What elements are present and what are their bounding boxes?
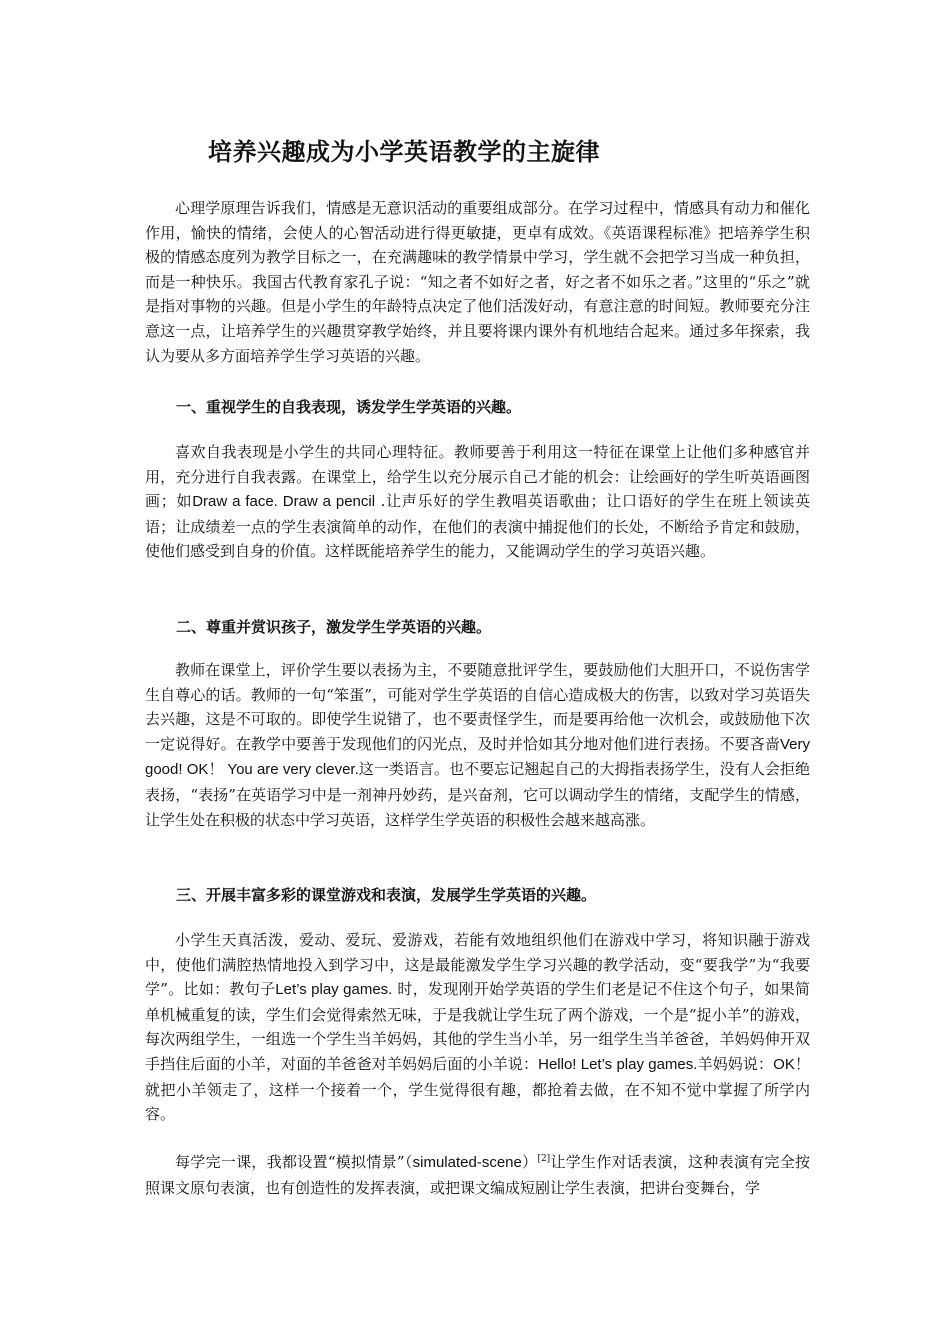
section3-english-example-2: Hello! Let’s play games. [538,1055,698,1073]
section3-text-b: 时，发现刚开始学英语的学生们老是记不住这个句子，如果简单机械重复的读，学生们会觉得索然无味，于是我就让学生玩了两个游戏，一个是“捉小羊”的游戏，每次两组学生，一组选一个学生当羊妈妈，其他的学生当小羊，另一组学生当羊爸爸，羊妈妈伸开双手挡住后面的小羊，对面的羊爸爸对羊妈妈后面的小羊说： [145,980,810,1073]
section1-paragraph [145,440,810,564]
closing-text-a: 每学完一课，我都设置“模拟情景”（ [175,1153,413,1171]
closing-english-term: simulated-scene [412,1154,522,1171]
closing-text-b: ） [521,1153,538,1171]
intro-text: 心理学原理告诉我们，情感是无意识活动的重要组成部分。在学习过程中，情感具有动力和催化作用，愉快的情绪，会使人的心智活动进行得更敏捷，更卓有成效。《英语课程标准》把培养学生积极的情感态度列为教学目标之一，在充满趣味的教学情景中学习，学生就不会把学习当成一种负担，而是一种快乐。我国古代教育家孔子说：“知之者不如好之者，好之者不如乐之者。”这里的“乐之”就是指对事物的兴趣。但是小学生的年龄特点决定了他们活泼好动，有意注意的时间短。教师要充分注意这一点，让培养学生的兴趣贯穿教学始终，并且要将课内课外有机地结合起来。通过多年探索，我认为要从多方面培养学生学习英语的兴趣。 [145,199,810,365]
section2-heading: 二、尊重并赏识孩子，激发学生学英语的兴趣。 [176,618,492,636]
citation-marker: [2] [537,1154,551,1164]
section1-heading: 一、重视学生的自我表现，诱发学生学英语的兴趣。 [176,398,522,416]
section3-text-d: ！就把小羊领走了，这样一个接着一个，学生觉得很有趣，都抢着去做，在不知不觉中掌握了所学内容。 [145,1054,810,1124]
section2-text-a: 教师在课堂上，评价学生要以表扬为主，不要随意批评学生，要鼓励他们大胆开口，不说伤害学生自尊心的话。教师的一句“笨蛋”，可能对学生学英语的自信心造成极大的伤害，以致对学习英语失去兴趣，这是不可取的。即使学生说错了，也不要责怪学生，而是要再给他一次机会，或鼓励他下次一定说得好。在教学中要善于发现他们的闪光点，及时并恰如其分地对他们进行表扬。不要吝啬 [145,661,810,753]
section1-english-example: Draw a face. Draw a pencil [192,493,376,511]
section2-text-b: 这一类语言。也不要忘记翘起自己的大拇指表扬学生，没有人会拒绝表扬，“表扬”在英语学习中是一剂神丹妙药，是兴奋剂，它可以调动学生的情绪，支配学生的情感，让学生处在积极的状态中学习英语，这样学生学英语的积极性会越来越高涨。 [145,760,810,829]
section3-text-c: 羊妈妈说： [697,1054,774,1073]
document-title: 培养兴趣成为小学英语教学的主旋律 [208,137,600,166]
section3-text-a: 小学生天真活泼，爱动、爱玩、爱游戏，若能有效地组织他们在游戏中学习，将知识融于游戏中，使他们满腔热情地投入到学习中，这是最能激发学生学习兴趣的教学活动，变“要我学”为“我要学”。比如：教句子 [145,931,810,999]
section3-paragraph [145,928,810,1127]
section1-text-b: .让声乐好的学生教唱英语歌曲；让口语好的学生在班上领读英语；让成绩差一点的学生表演简单的动作，在他们的表演中捕捉他们的长处，不断给予肯定和鼓励，使他们感受到自身的价值。这样既能培养学生的能力，又能调动学生的学习英语兴趣。 [145,492,810,561]
intro-paragraph [145,196,810,368]
closing-text-c: 让学生作对话表演，这种表演有完全按照课文原句表演，也有创造性的发挥表演，或把课文编成短剧让学生表演，把讲台变舞台，学 [145,1153,810,1197]
section2-english-example: Very good! OK！ You are very clever. [145,735,810,779]
section3-heading: 三、开展丰富多彩的课堂游戏和表演，发展学生学英语的兴趣。 [176,886,597,904]
section3-english-example-1: Let’s play games. [275,981,393,999]
closing-paragraph [145,1150,810,1200]
section1-text-a: 喜欢自我表现是小学生的共同心理特征。教师要善于利用这一特征在课堂上让他们多种感官并用，充分进行自我表露。在课堂上，给学生以充分展示自己才能的机会：让绘画好的学生听英语画图画；如 [145,443,810,511]
section2-paragraph [145,658,810,832]
section3-english-example-3: OK [773,1055,795,1073]
